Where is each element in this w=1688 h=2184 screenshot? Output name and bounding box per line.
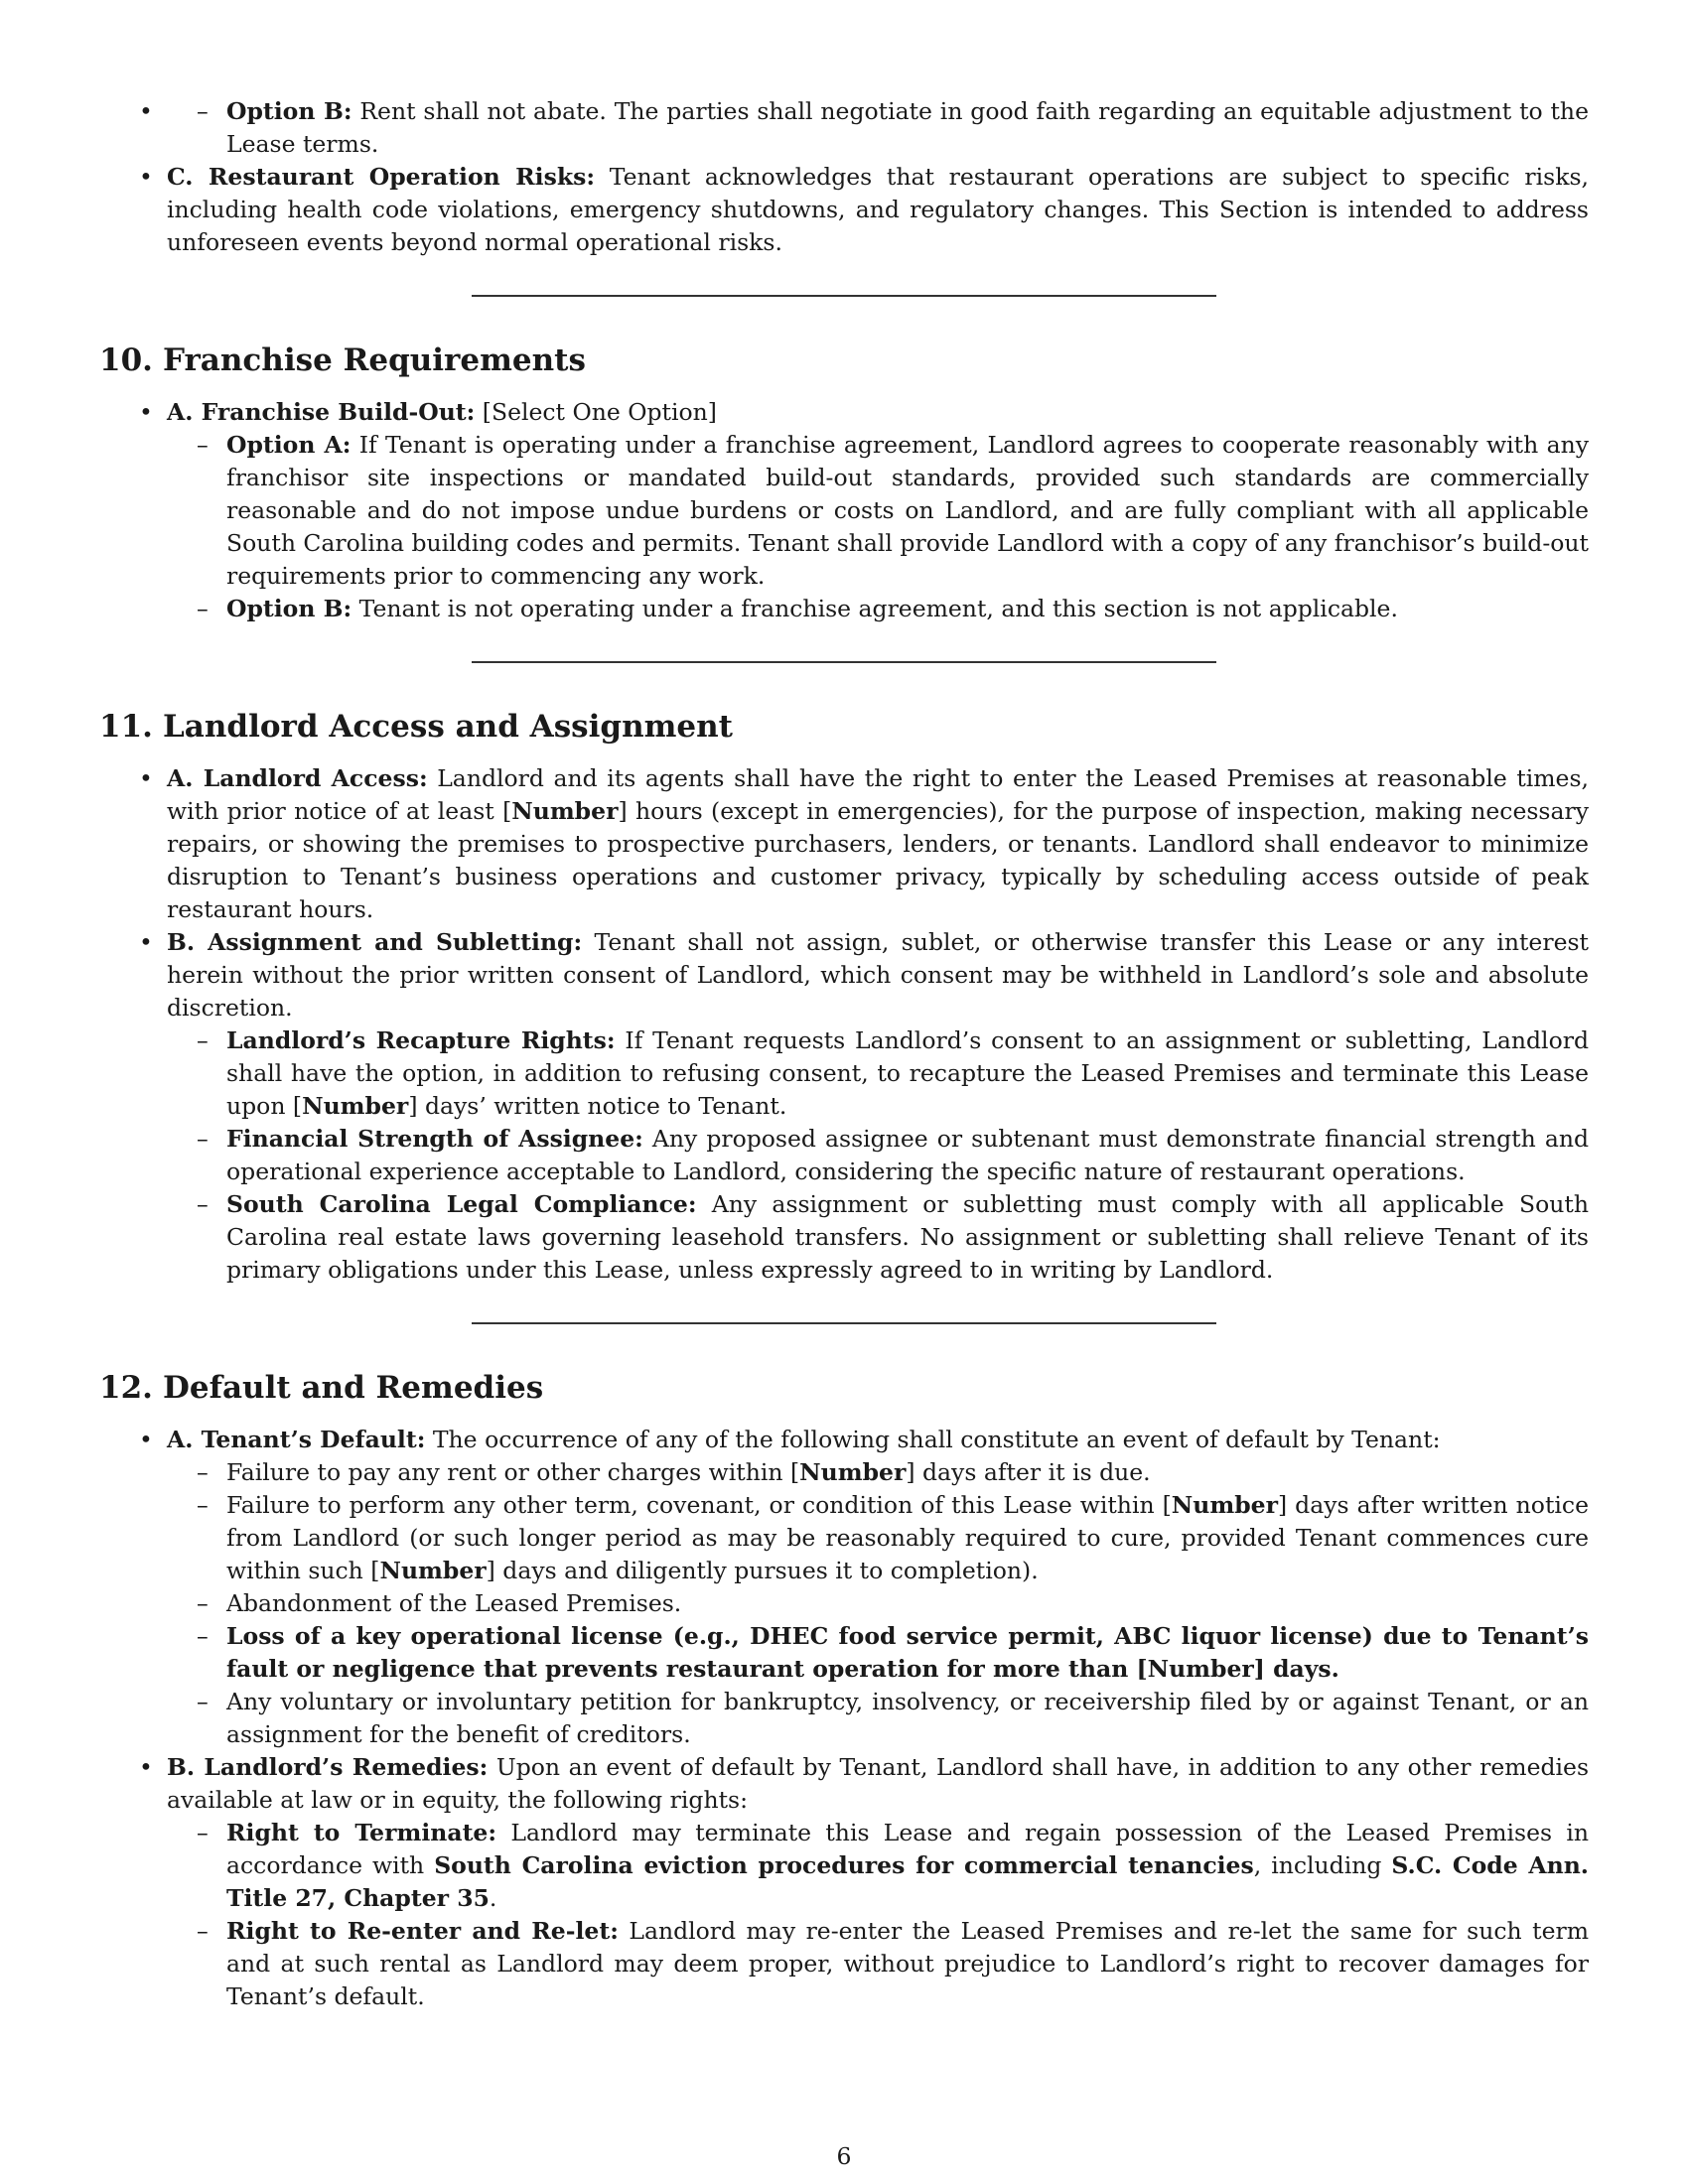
list-item-financial-strength — [167, 1123, 1589, 1188]
item-text: If Tenant is operating under a franchise agreement, Landlord agrees to cooperate reasonably with any franchisor site inspections or mandated build-out standards, provided such standards are commercially reasonable and do not impose undue burdens or costs on Landlord, and are fully compliant with all applicable South Carolina building codes and permits. Tenant shall provide Landlord with a copy of any franchisor’s build-out requirements prior to commencing any work. — [226, 431, 1589, 590]
placeholder-number: Number — [379, 1557, 487, 1584]
section-12-list — [99, 1424, 1589, 2013]
section-heading-12 — [99, 1368, 1589, 1408]
list-item-recapture-rights — [167, 1024, 1589, 1123]
section-10-list — [99, 396, 1589, 625]
franchise-options — [167, 429, 1589, 625]
list-item-tenant-default — [99, 1424, 1589, 1751]
document-body — [99, 95, 1589, 2013]
list-item-default-covenant — [167, 1489, 1589, 1587]
list-item-restaurant-risks — [99, 161, 1589, 259]
placeholder-number: Number — [302, 1092, 409, 1120]
item-text: Tenant is not operating under a franchise agreement, and this section is not applicable. — [352, 595, 1398, 622]
list-item-right-to-terminate — [167, 1817, 1589, 1915]
list-item-assignment-subletting — [99, 926, 1589, 1287]
item-text: Loss of a key operational license (e.g., DHEC food service permit, ABC liquor license) due to Tenant’s fault or negligence that prevents restaurant operation for more than [Number] days. — [226, 1622, 1589, 1683]
item-text: Abandonment of the Leased Premises. — [226, 1589, 682, 1617]
section-11-list — [99, 762, 1589, 1287]
item-text: Any proposed assignee or subtenant must demonstrate financial strength and operational experience acceptable to Landlord, considering the specific nature of restaurant operations. — [226, 1125, 1590, 1185]
list-item-default-bankruptcy — [167, 1686, 1589, 1751]
item-text: Landlord and its agents shall have the right to enter the Leased Premises at reasonable times, with prior notice of at least [ — [167, 764, 1589, 825]
item-text: Tenant acknowledges that restaurant operations are subject to specific risks, including health code violations, emergency shutdowns, and regulatory changes. This Section is intended to address unforeseen events beyond normal operational risks. — [167, 163, 1590, 256]
item-label: A. Franchise Build-Out: — [167, 398, 476, 426]
item-text: ] days after it is due. — [906, 1458, 1151, 1486]
continued-sublist — [167, 95, 1589, 161]
item-text: Upon an event of default by Tenant, Landlord shall have, in addition to any other remedies available at law or in equity, the following rights: — [167, 1753, 1589, 1814]
item-text: Rent shall not abate. The parties shall negotiate in good faith regarding an equitable adjustment to the Lease terms. — [226, 97, 1589, 158]
list-item-sc-legal-compliance — [167, 1188, 1589, 1287]
item-text: ] days and diligently pursues it to completion). — [486, 1557, 1039, 1584]
item-text: Any assignment or subletting must comply with all applicable South Carolina real estate laws governing leasehold transfers. No assignment or subletting shall relieve Tenant of its primary obligations under this Lease, unless expressly agreed to in writing by Landlord. — [226, 1190, 1589, 1284]
item-text: [Select One Option] — [475, 398, 717, 426]
item-label: B. Assignment and Subletting: — [167, 928, 583, 956]
list-item-default-rent — [167, 1456, 1589, 1489]
list-item-landlord-remedies — [99, 1751, 1589, 2013]
section-number: 12. — [99, 1370, 153, 1406]
item-label: C. Restaurant Operation Risks: — [167, 163, 596, 191]
item-label: Financial Strength of Assignee: — [226, 1125, 643, 1153]
item-label: A. Landlord Access: — [167, 764, 428, 792]
remedies-list — [167, 1817, 1589, 2013]
item-text: If Tenant requests Landlord’s consent to an assignment or subletting, Landlord shall have the option, in addition to refusing consent, to recapture the Leased Premises and terminate this Lease upon [ — [226, 1026, 1589, 1120]
item-text-bold: S.C. Code Ann. Title 27, Chapter 35 — [226, 1851, 1589, 1912]
item-text: Failure to pay any rent or other charges within [ — [226, 1458, 800, 1486]
item-text: Landlord may terminate this Lease and regain possession of the Leased Premises in accordance with — [226, 1819, 1589, 1879]
placeholder-number: Number — [799, 1458, 907, 1486]
list-item-default-abandonment — [167, 1587, 1589, 1620]
list-item-option-a — [167, 429, 1589, 593]
list-item-option-b — [167, 593, 1589, 625]
list-item-right-to-reenter — [167, 1915, 1589, 2013]
item-text: Landlord may re-enter the Leased Premises and re-let the same for such term and at such rental as Landlord may deem proper, without prejudice to Landlord’s right to recover damages for Tenant’s default. — [226, 1917, 1589, 2010]
list-item-option-b — [167, 95, 1589, 161]
item-text: ] days’ written notice to Tenant. — [408, 1092, 787, 1120]
item-text: ] days after written notice from Landlord (or such longer period as may be reasonably required to cure, provided Tenant commences cure within such [ — [226, 1491, 1589, 1584]
item-label: A. Tenant’s Default: — [167, 1426, 426, 1453]
item-label: Option A: — [226, 431, 352, 459]
default-events-list — [167, 1456, 1589, 1751]
item-label: South Carolina Legal Compliance: — [226, 1190, 697, 1218]
item-label: Right to Re-enter and Re-let: — [226, 1917, 619, 1945]
section-number: 11. — [99, 709, 153, 745]
placeholder-number: Number — [511, 797, 619, 825]
section-heading-11 — [99, 707, 1589, 747]
section-divider — [472, 295, 1216, 297]
section-number: 10. — [99, 342, 153, 378]
section-divider — [472, 1322, 1216, 1324]
item-label: Option B: — [226, 97, 352, 125]
section-divider — [472, 661, 1216, 663]
section-title: Default and Remedies — [163, 1370, 544, 1406]
item-text: Tenant shall not assign, sublet, or otherwise transfer this Lease or any interest herein without the prior written consent of Landlord, which consent may be withheld in Landlord’s sole and absolute discretion. — [167, 928, 1589, 1022]
item-text: The occurrence of any of the following shall constitute an event of default by Tenant: — [425, 1426, 1441, 1453]
item-text: Any voluntary or involuntary petition for bankruptcy, insolvency, or receivership filed by or against Tenant, or an assignment for the benefit of creditors. — [226, 1688, 1589, 1748]
list-item-landlord-access — [99, 762, 1589, 926]
section-heading-10 — [99, 341, 1589, 380]
section-title: Landlord Access and Assignment — [163, 709, 733, 745]
item-label: Landlord’s Recapture Rights: — [226, 1026, 616, 1054]
item-label: B. Landlord’s Remedies: — [167, 1753, 489, 1781]
item-label: Right to Terminate: — [226, 1819, 497, 1846]
section-title: Franchise Requirements — [163, 342, 586, 378]
placeholder-number: Number — [1171, 1491, 1278, 1519]
item-text: Failure to perform any other term, covenant, or condition of this Lease within [ — [226, 1491, 1172, 1519]
list-item-franchise-build-out — [99, 396, 1589, 625]
continued-list — [99, 95, 1589, 259]
item-text-bold: South Carolina eviction procedures for commercial tenancies — [434, 1851, 1254, 1879]
continued-list-wrapper — [99, 95, 1589, 161]
page-number: 6 — [836, 2142, 852, 2170]
item-text: . — [489, 1884, 497, 1912]
item-label: Option B: — [226, 595, 352, 622]
assignment-sublist — [167, 1024, 1589, 1287]
item-text: ] hours (except in emergencies), for the purpose of inspection, making necessary repairs, or showing the premises to prospective purchasers, lenders, or tenants. Landlord shall endeavor to minimize disruption to Tenant’s business operations and customer privacy, typically by scheduling access outside of peak restaurant hours. — [167, 797, 1589, 923]
item-text: , including — [1253, 1851, 1392, 1879]
list-item-default-license — [167, 1620, 1589, 1686]
